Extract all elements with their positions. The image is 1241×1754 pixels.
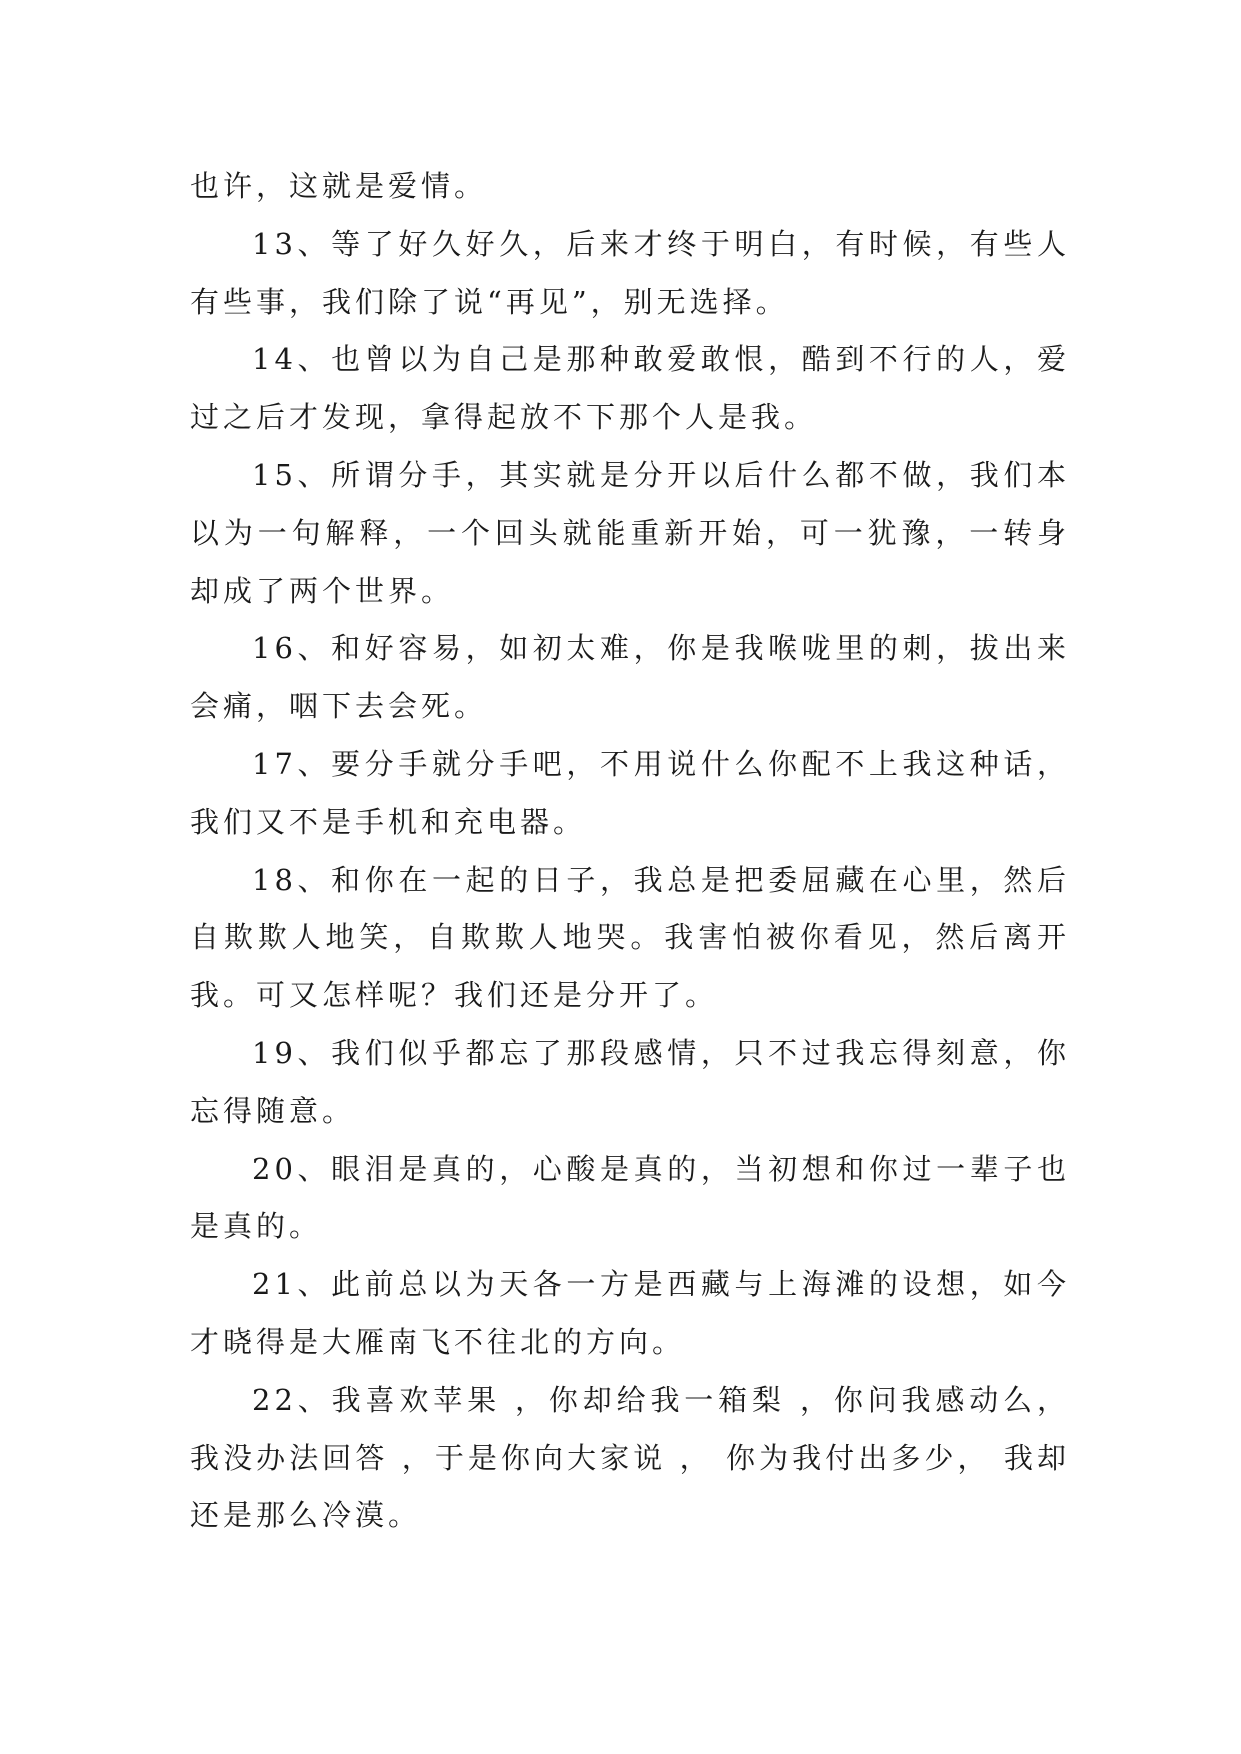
document-body <box>190 158 1070 1545</box>
paragraph-14: 14、也曾以为自己是那种敢爱敢恨，酷到不行的人，爱过之后才发现，拿得起放不下那个人是我。 <box>190 342 1070 435</box>
paragraph-20: 20、眼泪是真的，心酸是真的，当初想和你过一辈子也是真的。 <box>190 1151 1070 1244</box>
paragraph-16: 16、和好容易，如初太难，你是我喉咙里的刺，拔出来会痛，咽下去会死。 <box>190 631 1070 724</box>
paragraph-17: 17、要分手就分手吧，不用说什么你配不上我这种话，我们又不是手机和充电器。 <box>190 746 1070 839</box>
paragraph-19: 19、我们似乎都忘了那段感情，只不过我忘得刻意，你忘得随意。 <box>190 1035 1070 1128</box>
paragraph-22: 22、我喜欢苹果 ，你却给我一箱梨 ，你问我感动么，我没办法回答 ，于是你向大家说 ， 你为我付出多少， 我却还是那么冷漠。 <box>190 1382 1070 1533</box>
paragraph-21: 21、此前总以为天各一方是西藏与上海滩的设想，如今才晓得是大雁南飞不往北的方向。 <box>190 1267 1070 1359</box>
paragraph-continuation: 也许，这就是爱情。 <box>190 169 488 203</box>
paragraph-13: 13、等了好久好久，后来才终于明白，有时候，有些人有些事，我们除了说“再见”，别无选择。 <box>190 226 1070 319</box>
paragraph-18: 18、和你在一起的日子，我总是把委屈藏在心里，然后自欺欺人地笑，自欺欺人地哭。我害怕被你看见，然后离开我。可又怎样呢？我们还是分开了。 <box>190 862 1070 1013</box>
paragraph-15: 15、所谓分手，其实就是分开以后什么都不做，我们本以为一句解释，一个回头就能重新开始，可一犹豫，一转身却成了两个世界。 <box>190 457 1070 608</box>
